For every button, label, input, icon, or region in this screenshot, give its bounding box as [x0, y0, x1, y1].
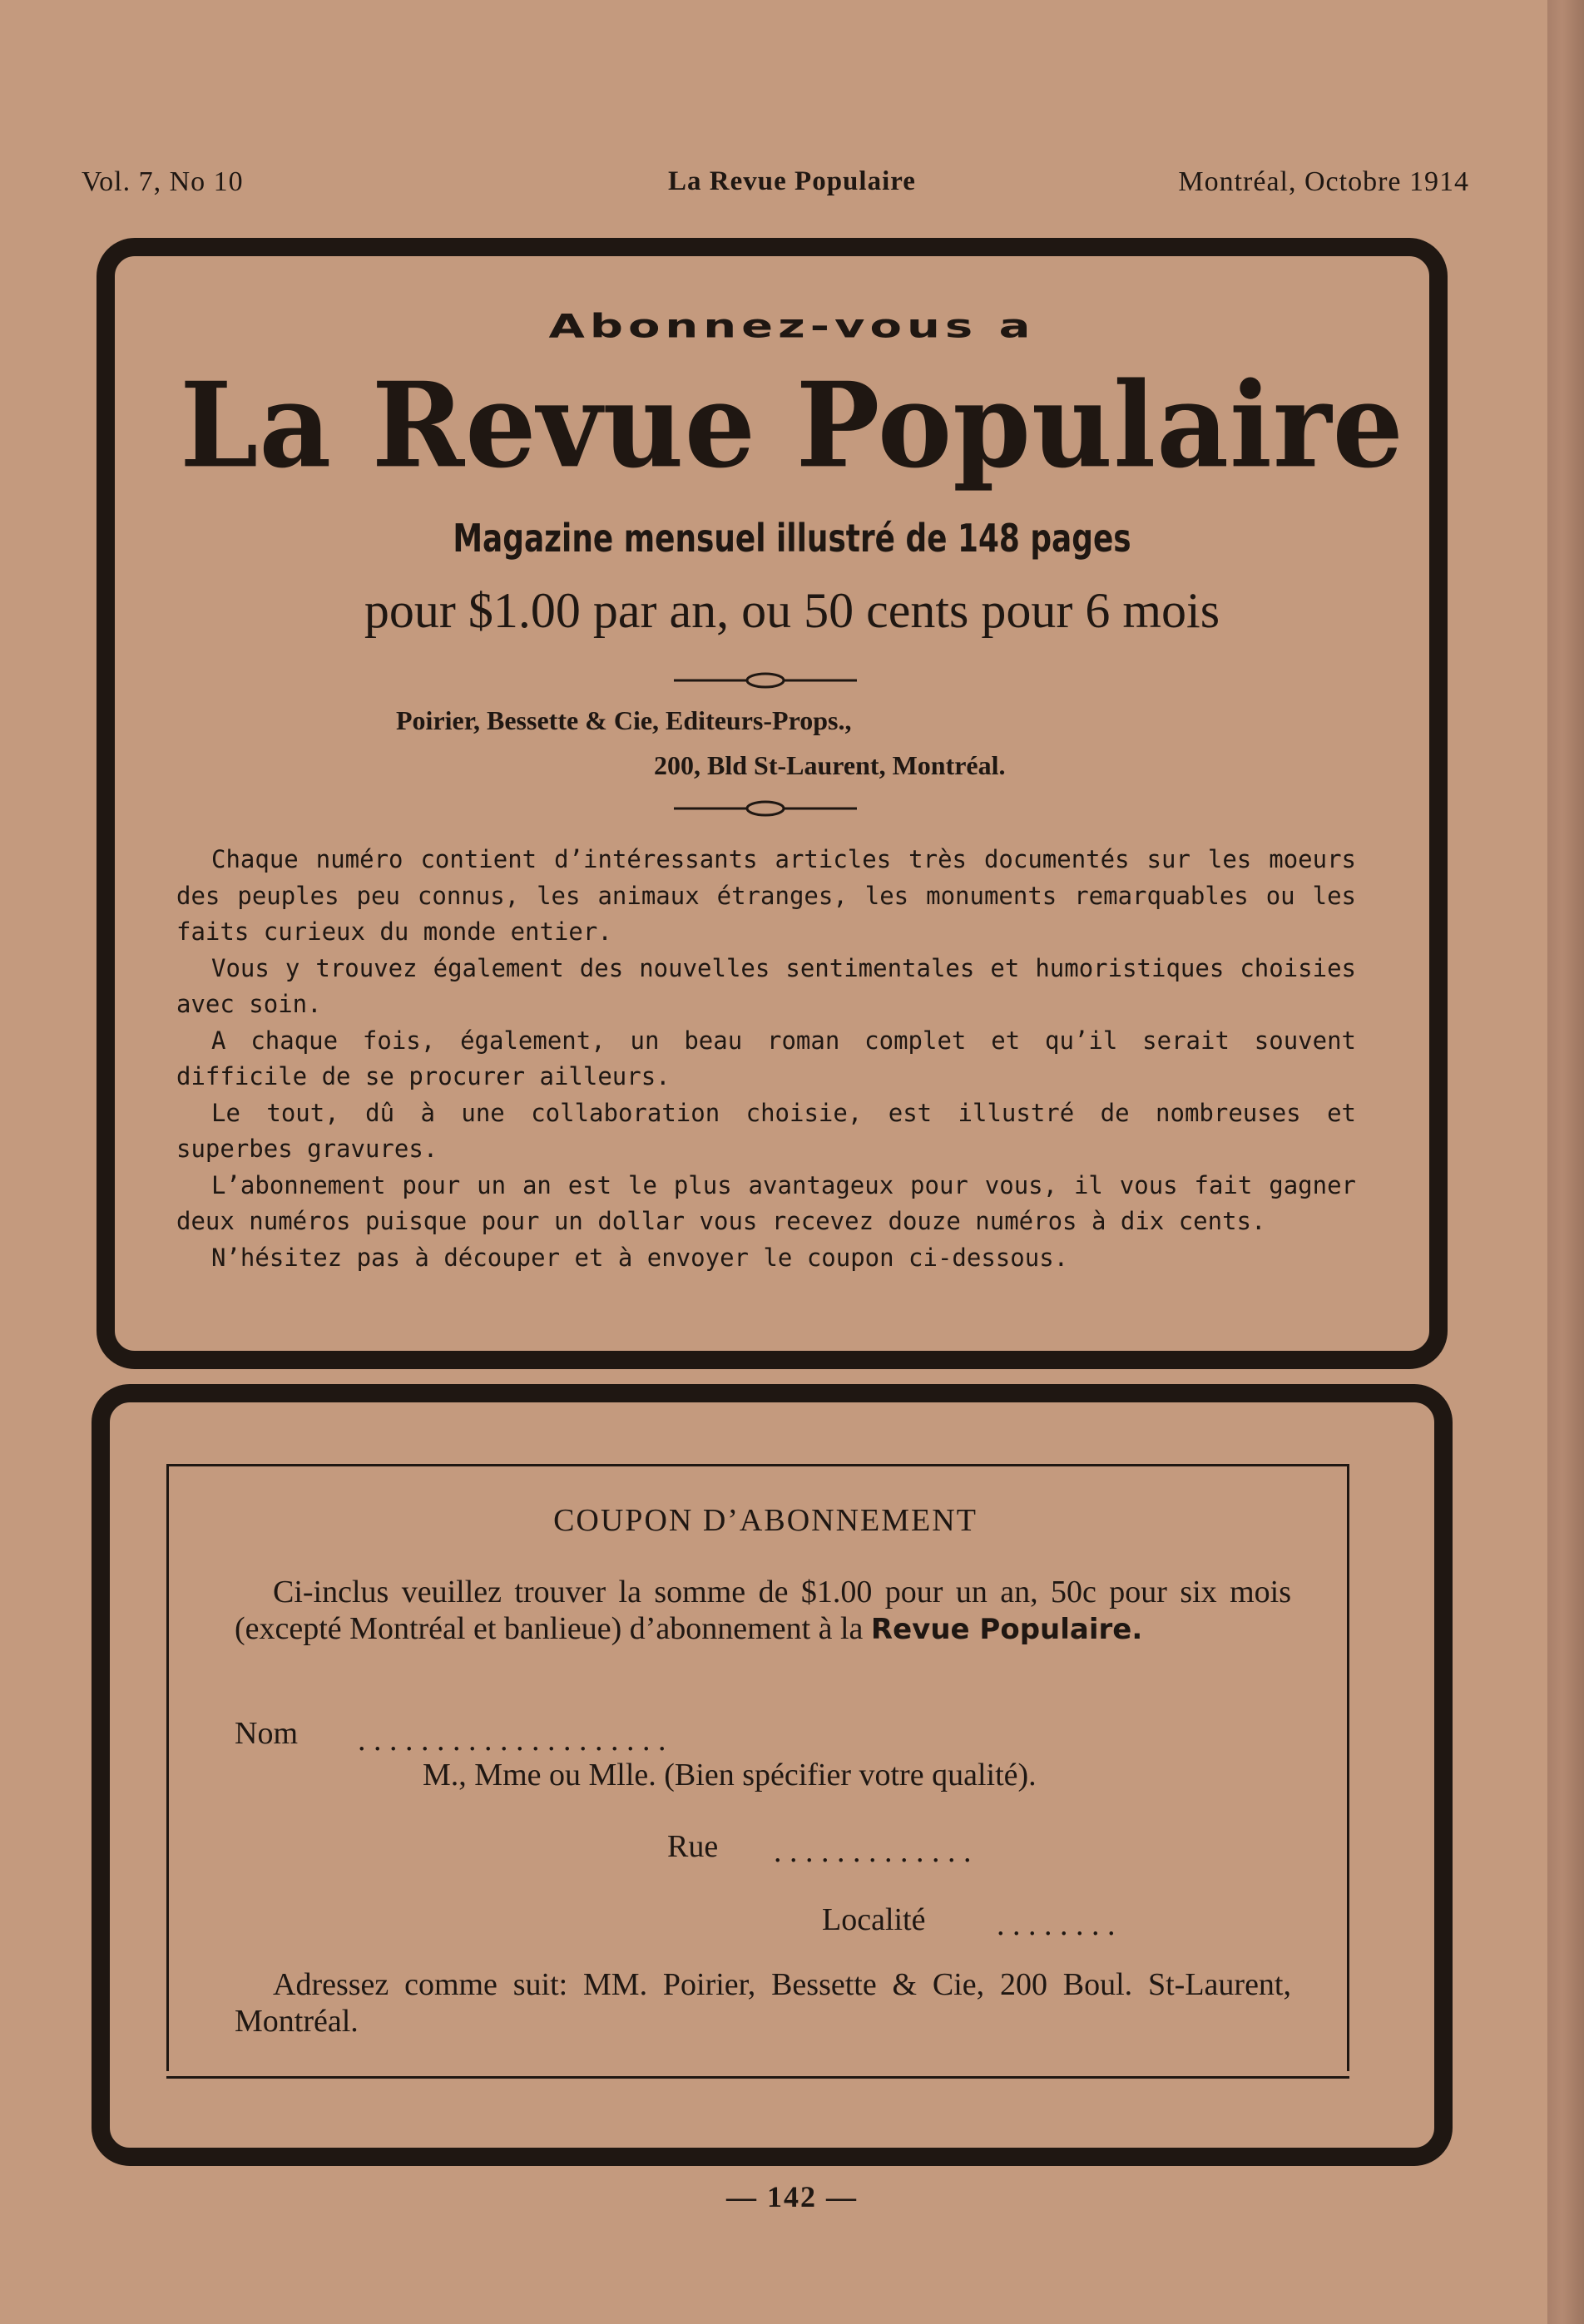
rue-dots[interactable]: . . . . . . . . . . . . .	[774, 1834, 972, 1869]
rue-label: Rue	[667, 1829, 719, 1864]
localite-label: Localité	[822, 1902, 926, 1937]
coupon-text	[235, 1574, 1291, 1648]
ornament-divider-icon	[674, 799, 857, 818]
page-edge	[1547, 0, 1584, 2324]
body-paragraph: Chaque numéro contient d’intéressants articles très documentés sur les moeurs des peuples peu connus, les animaux étranges, les monuments remarquables ou les faits curieux du monde entier.	[176, 845, 1356, 946]
coupon-title: COUPON D’ABONNEMENT	[553, 1503, 978, 1538]
coupon-address	[235, 1966, 1291, 2040]
ornament-divider-icon	[674, 670, 857, 690]
advert-headline: Abonnez-vous a	[548, 307, 1036, 346]
place-date: Montréal, Octobre 1914	[1178, 166, 1469, 197]
body-paragraph: Le tout, dû à une collaboration choisie, est illustré de nombreuses et superbes gravures.	[176, 1098, 1356, 1163]
nom-hint: M., Mme ou Mlle. (Bien spécifier votre qualité).	[423, 1758, 1037, 1792]
coupon-text-bold: Revue Populaire.	[870, 1613, 1143, 1646]
localite-dots[interactable]: . . . . . . . .	[997, 1907, 1116, 1942]
body-paragraph: L’abonnement pour un an est le plus avantageux pour vous, il vous fait gagner deux numéros puisque pour un dollar vous recevez douze numéros à dix cents.	[176, 1170, 1356, 1235]
publisher-name: Poirier, Bessette & Cie, Editeurs-Props.,	[396, 705, 852, 735]
magazine-title: La Revue Populaire	[180, 356, 1404, 494]
publisher-address: 200, Bld St-Laurent, Montréal.	[654, 750, 1006, 780]
body-paragraph: Vous y trouvez également des nouvelles sentimentales et humoristiques choisies avec soin.	[176, 953, 1356, 1018]
coupon-address-text: Adressez comme suit: MM. Poirier, Bessette & Cie, 200 Boul. St-Laurent, Montréal.	[235, 1967, 1291, 2039]
running-title: La Revue Populaire	[668, 166, 916, 196]
coupon-cut-line	[166, 2076, 1349, 2079]
volume-number: Vol. 7, No 10	[82, 166, 244, 197]
body-paragraph: A chaque fois, également, un beau roman complet et qu’il serait souvent difficile de se procurer ailleurs.	[176, 1026, 1356, 1090]
advert-body	[176, 842, 1356, 1276]
magazine-subtitle: Magazine mensuel illustré de 148 pages	[453, 516, 1131, 561]
nom-label: Nom	[235, 1716, 298, 1751]
subscription-price: pour $1.00 par an, ou 50 cents pour 6 mois	[364, 583, 1220, 638]
coupon-text-main: Ci-inclus veuillez trouver la somme de $1.00 pour un an, 50c pour six mois (excepté Montréal et banlieue) d’abonnement à la	[235, 1575, 1291, 1646]
nom-dots[interactable]: . . . . . . . . . . . . . . . . . . . .	[358, 1723, 666, 1758]
page-number: — 142 —	[726, 2180, 858, 2213]
body-paragraph: N’hésitez pas à découper et à envoyer le coupon ci-dessous.	[211, 1243, 1069, 1272]
